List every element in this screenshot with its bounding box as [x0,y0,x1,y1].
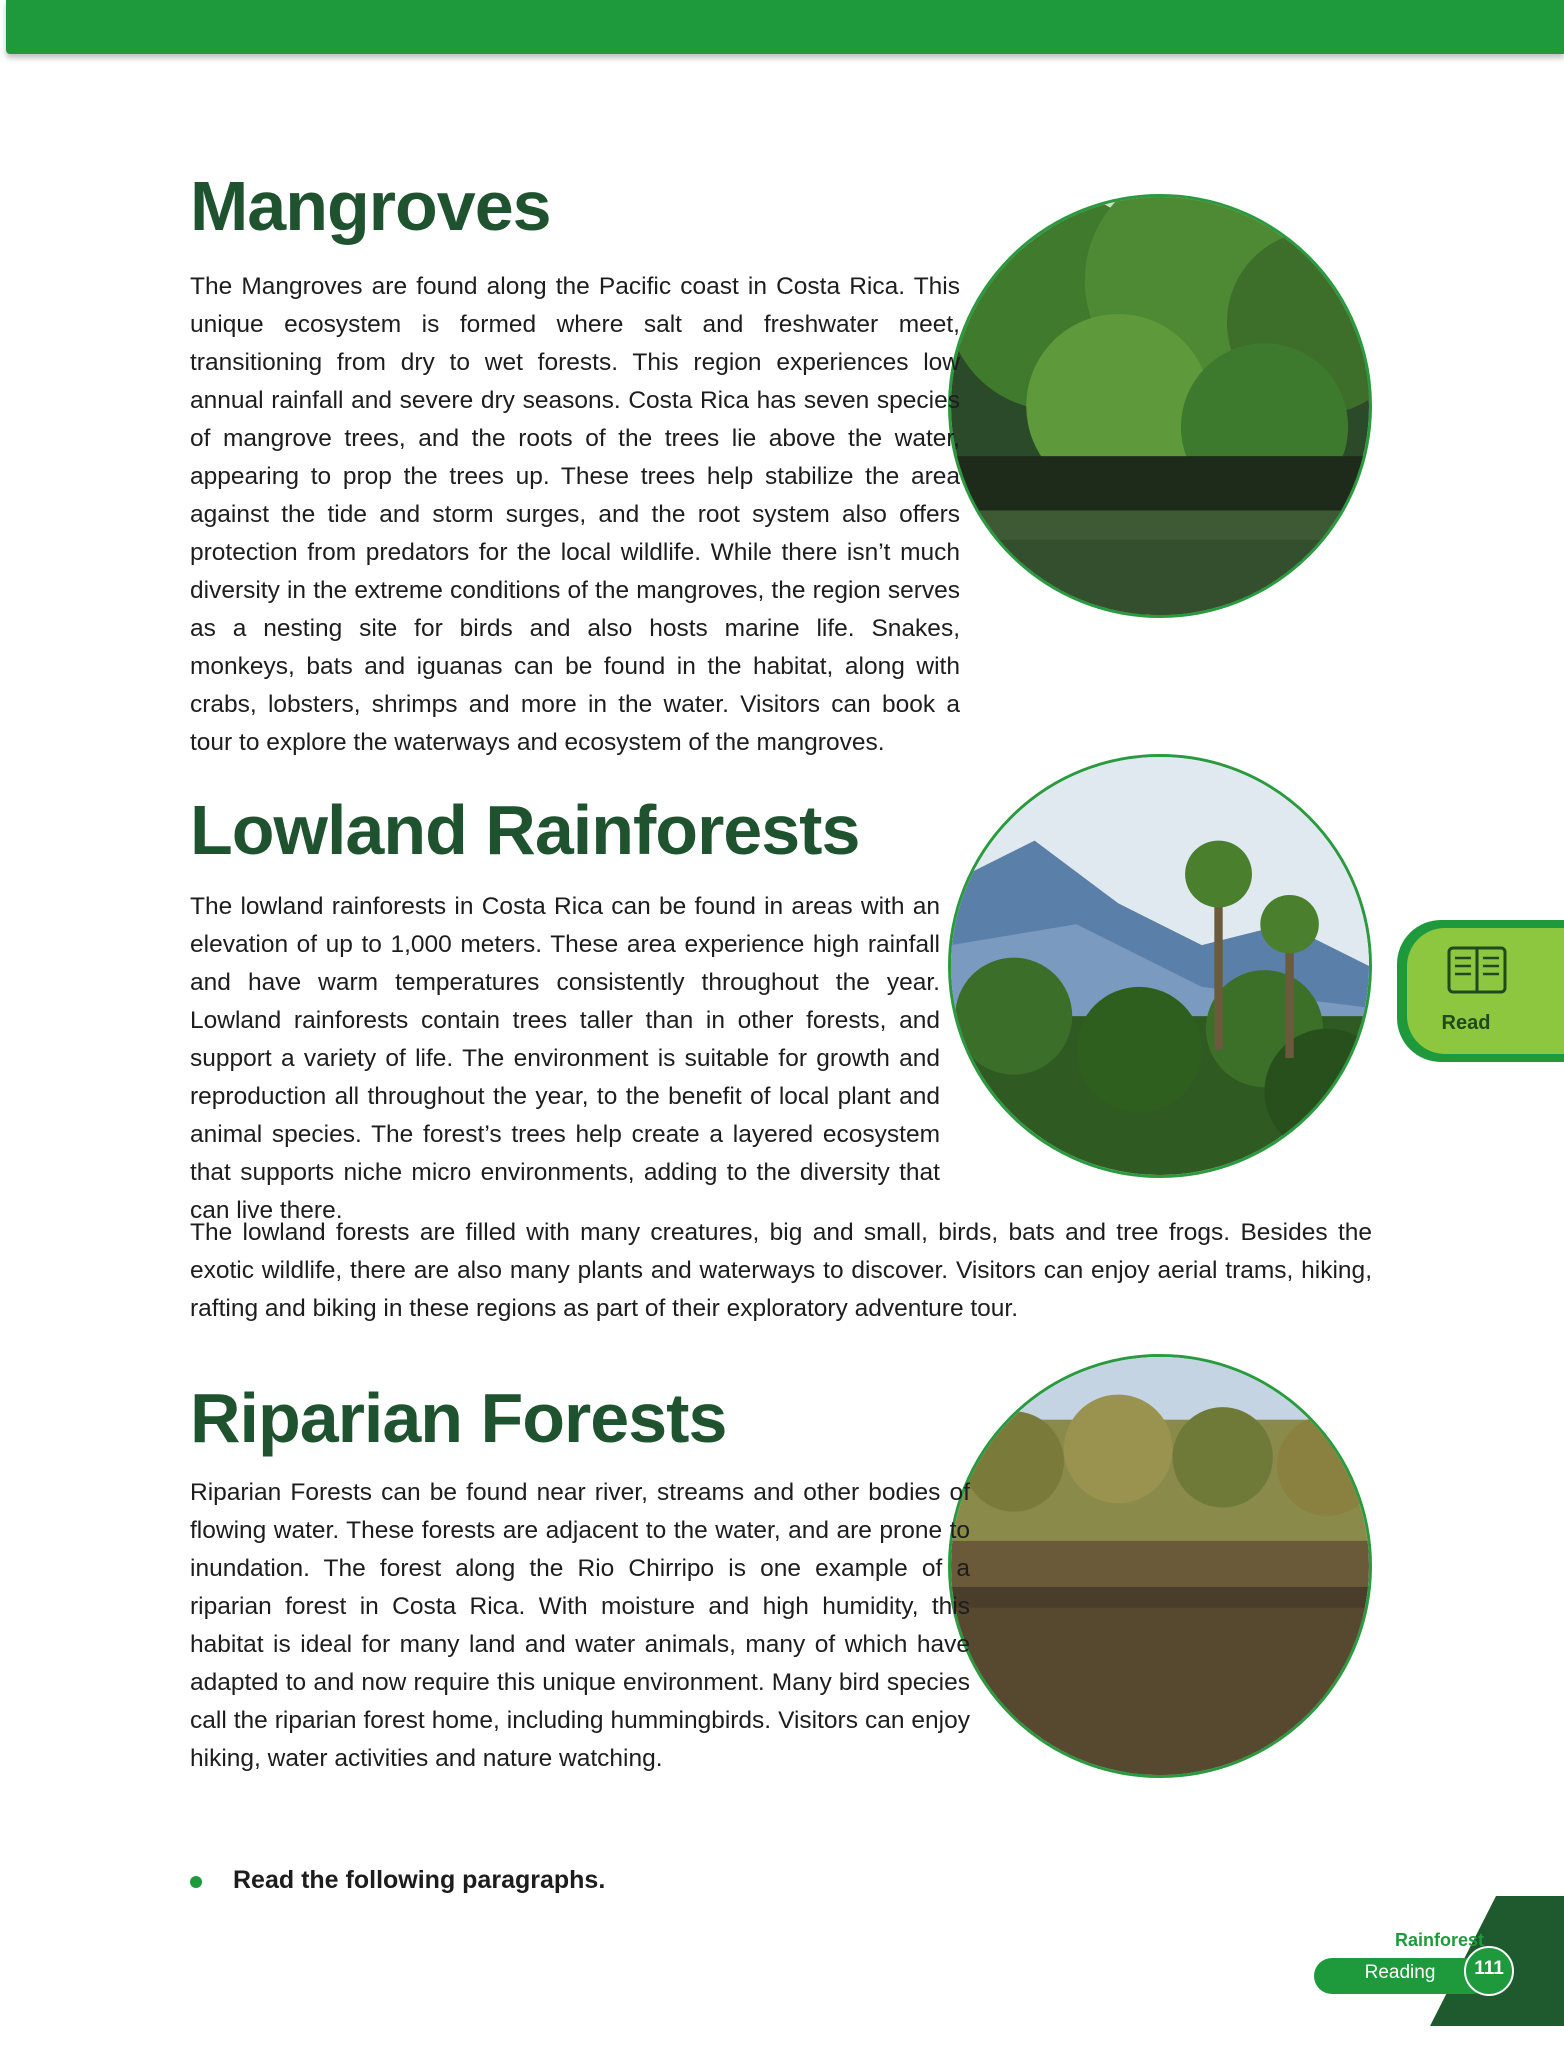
bullet-icon [190,1876,202,1888]
footer-section: Reading [1364,1962,1436,1983]
mangroves-paragraph-part1: The Mangroves are found along the Pacific coast in Costa Rica. This unique ecosystem is formed where salt and freshwater meet, transitioning from dry to wet forests. This region experiences low annual rainfall and severe dry seasons. Costa Rica has seven species of mangrove trees, and the roots of the trees lie above the water, appearing to prop the trees up. These trees help stabilize the area against the tide and storm surges, and the root system also offers protection from predators for the local wildlife. While there isn’t much diversity in the extreme conditions of the mangroves, the region serves as a nesting site for birds and also hosts marine life. Snakes, monkeys, bats and iguanas can be found in the habitat, along with crabs, lobsters, shrimps and more in the water. Visitors can book a tour to explore the waterways and ecosystem of the mangroves. [190,273,960,756]
footer-subject: Rainforest [1394,1930,1484,1950]
riparian-forest-photo [948,1354,1372,1778]
heading-riparian-forests: Riparian Forests [190,1379,727,1457]
lowland-paragraph-1: The lowland rainforests in Costa Rica can be found in areas with an elevation of up to 1,000 meters. These area experience high rainfall and have warm temperatures consistently throughout the year. Lowland rainforests contain trees taller than in other forests, and support a variety of life. The environment is suitable for growth and reproduction all throughout the year, to the benefit of local plant and animal species. The forest’s trees help create a layered ecosystem that supports niche micro environments, adding to the diversity that can live there. [190,893,940,1224]
heading-lowland-rainforests: Lowland Rainforests [190,791,860,869]
page-number: 111 [1474,1958,1504,1979]
riparian-paragraph: Riparian Forests can be found near river, streams and other bodies of flowing water. These forests are adjacent to the water, and are prone to inundation. The forest along the Rio Chirripo is one example of a riparian forest in Costa Rica. With moisture and high humidity, this habitat is ideal for many land and water animals, many of which have adapted to and now require this unique environment. Many bird species call the riparian forest home, including hummingbirds. Visitors can enjoy hiking, water activities and nature watching. [190,1479,970,1772]
footer-badge [1310,1896,1564,2026]
open-book-icon [1447,942,1507,998]
lowland-rainforest-photo [948,754,1372,1178]
mangroves-photo [948,194,1372,618]
instruction-text: Read the following paragraphs. [233,1866,606,1894]
heading-mangroves: Mangroves [190,167,551,245]
lowland-paragraph-2: The lowland forests are filled with many creatures, big and small, birds, bats and tree frogs. Besides the exotic wildlife, there are also many plants and waterways to discover. Visitors can enjoy aerial trams, hiking, rafting and biking in these regions as part of their exploratory adventure tour. [190,1219,1372,1322]
read-side-tab[interactable] [1397,920,1564,1062]
top-banner [6,0,1564,54]
read-label: Read [1441,1012,1491,1034]
